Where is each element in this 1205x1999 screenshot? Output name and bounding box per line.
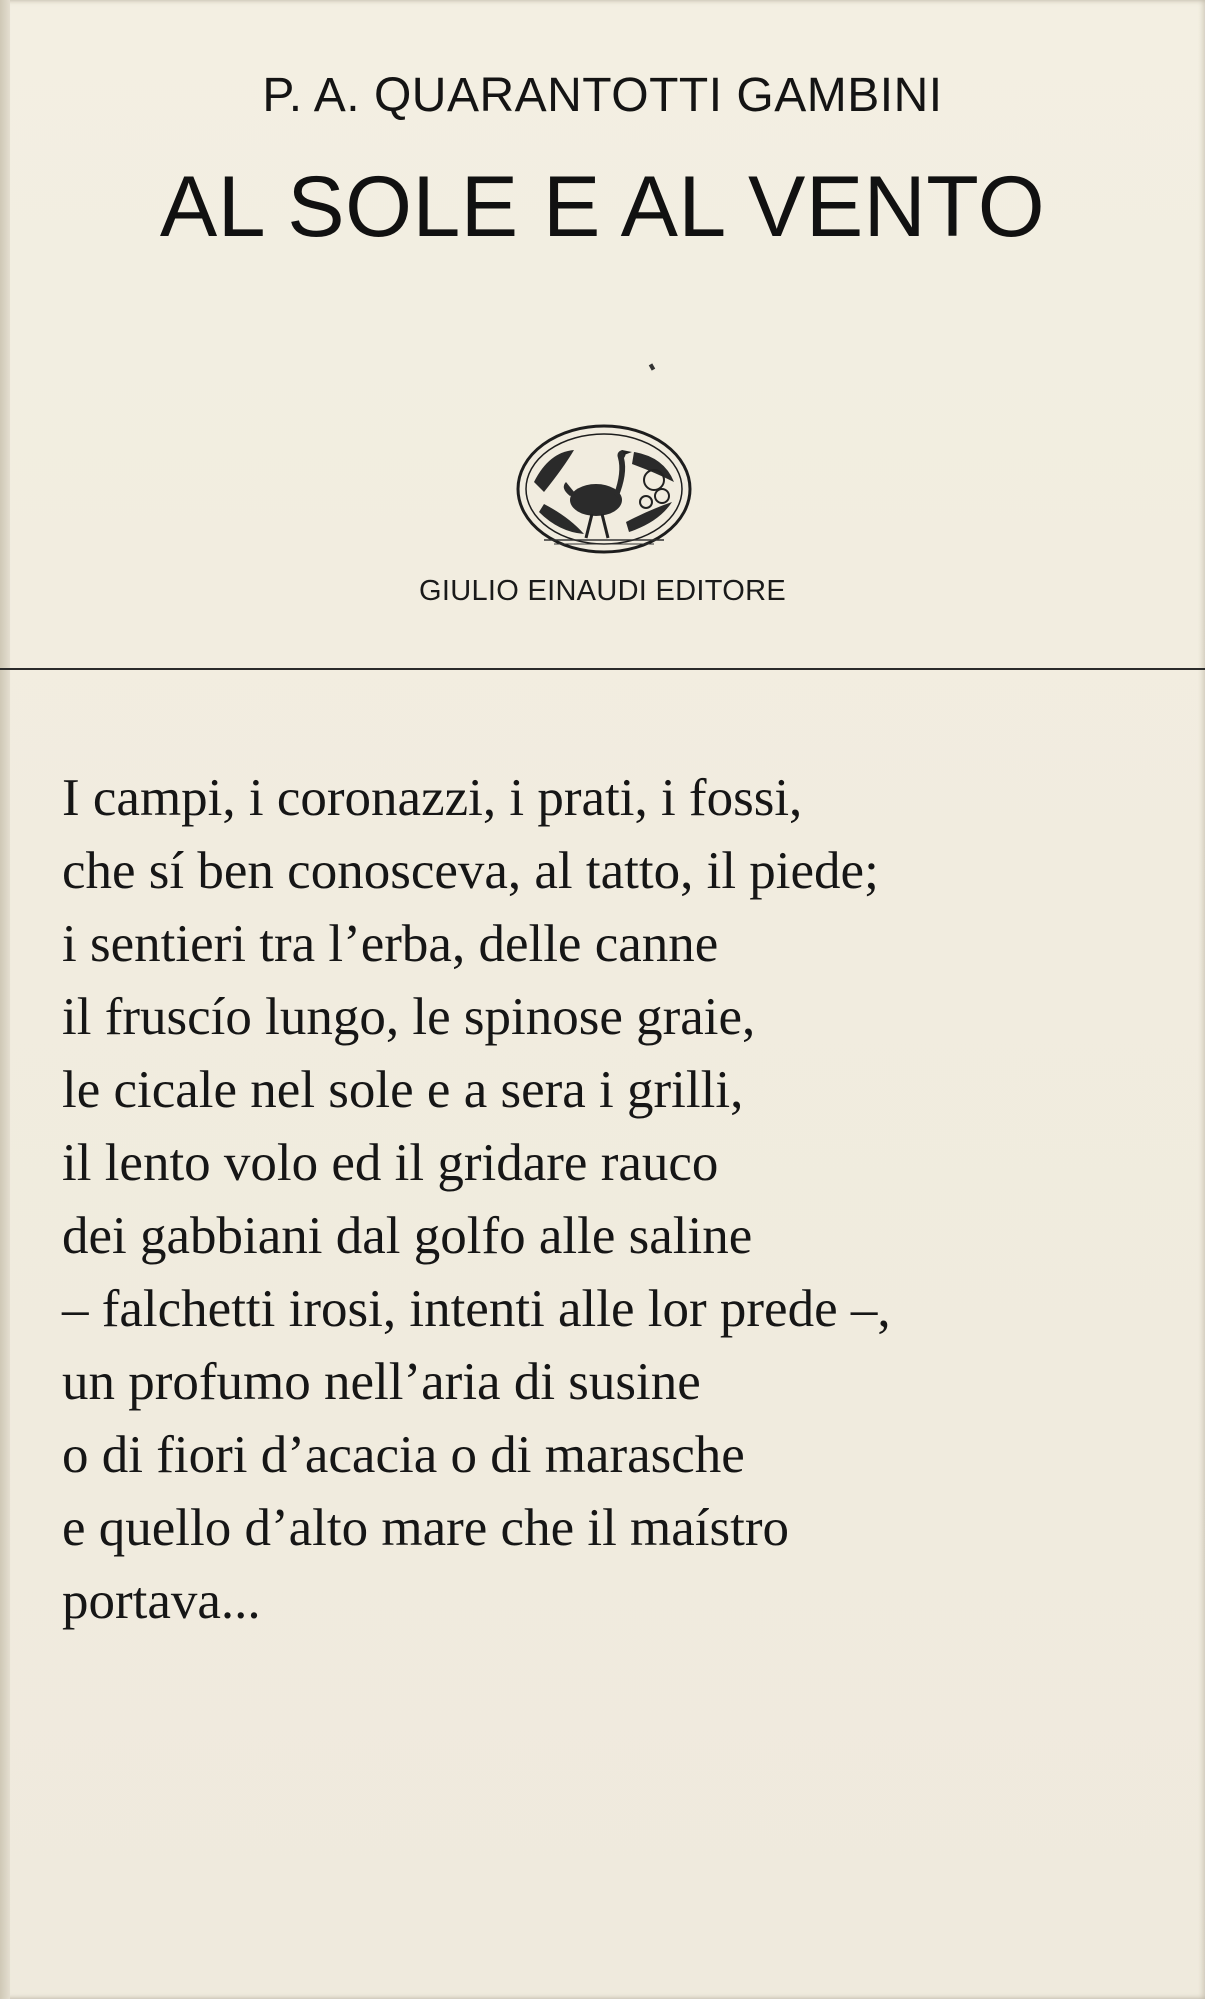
poem-excerpt — [62, 762, 1182, 1638]
poem-line: o di fiori d’acacia o di marasche — [62, 1426, 745, 1484]
poem-line: I campi, i coronazzi, i prati, i fossi, — [62, 769, 803, 827]
poem-line: il lento volo ed il gridare rauco — [62, 1134, 719, 1192]
cover-spine-edge — [0, 0, 10, 1999]
poem-line: i sentieri tra l’erba, delle canne — [62, 915, 719, 973]
poem-line: e quello d’alto mare che il maístro — [62, 1499, 790, 1557]
poem-line: dei gabbiani dal golfo alle saline — [62, 1207, 753, 1265]
poem-line: un profumo nell’aria di susine — [62, 1353, 701, 1411]
author-name: P. A. QUARANTOTTI GAMBINI — [262, 69, 943, 122]
poem-line: il fruscío lungo, le spinose graie, — [62, 988, 756, 1046]
ink-speck — [649, 363, 655, 370]
cover-divider-line — [0, 668, 1205, 670]
poem-line: portava... — [62, 1572, 261, 1630]
publisher-name: GIULIO EINAUDI EDITORE — [418, 575, 787, 607]
einaudi-ostrich-emblem-icon — [514, 422, 694, 556]
book-title: AL SOLE E AL VENTO — [159, 159, 1046, 255]
poem-line: le cicale nel sole e a sera i grilli, — [62, 1061, 744, 1119]
poem-line: che sí ben conosceva, al tatto, il piede; — [62, 842, 879, 900]
poem-line: – falchetti irosi, intenti alle lor prede –, — [62, 1280, 891, 1338]
